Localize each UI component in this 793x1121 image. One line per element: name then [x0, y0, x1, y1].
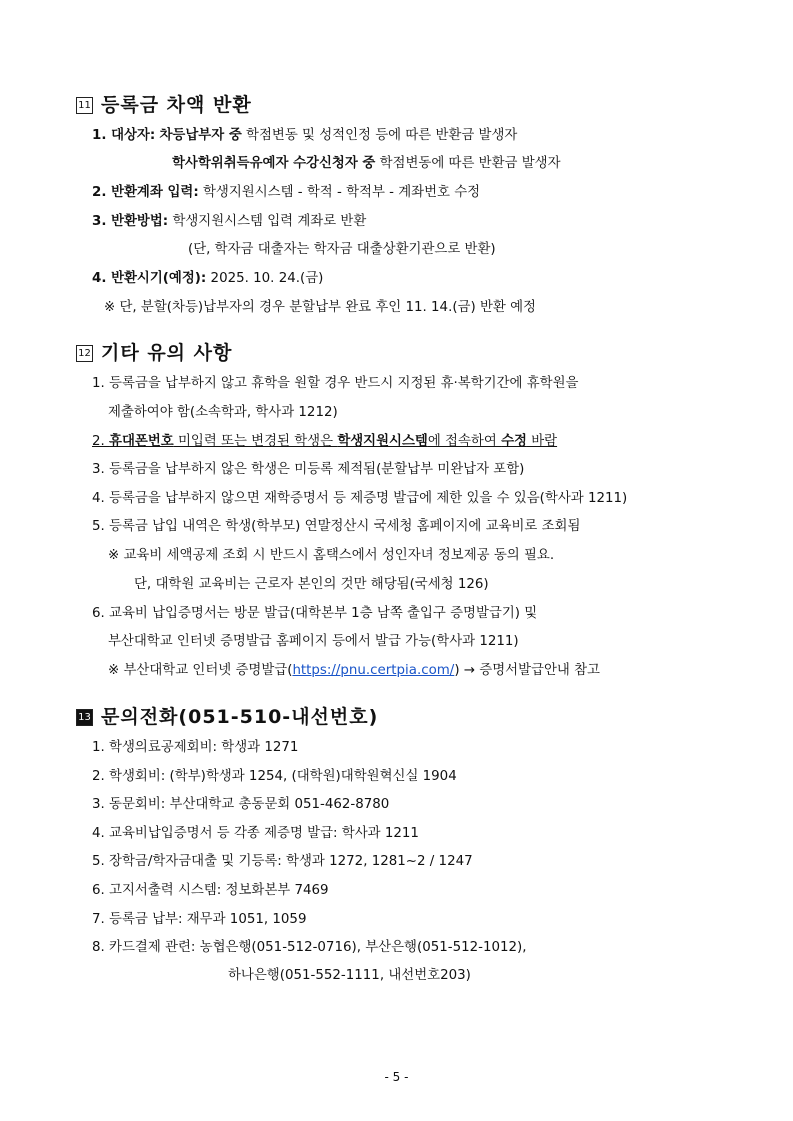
s12-item-1a: 1. 등록금을 납부하지 않고 휴학을 원할 경우 반드시 지정된 휴·복학기간에 휴학원을 — [92, 376, 579, 391]
s12-item-1b: 제출하여야 함(소속학과, 학사과 1212) — [108, 405, 338, 420]
contact-item: 8. 카드결제 관련: 농협은행(051-512-0716), 부산은행(051-512-1012), — [92, 940, 527, 956]
s11-item-4: 4. 반환시기(예정): 2025. 10. 24.(금) — [92, 271, 324, 286]
section-number-box: 12 — [76, 345, 93, 362]
section-title: 문의전화(051-510-내선번호) — [101, 706, 379, 728]
section-13-heading — [76, 704, 378, 730]
s11-item-1: 1. 대상자: 차등납부자 중 학점변동 및 성적인정 등에 따른 반환금 발생자 — [92, 128, 518, 143]
s12-item-5-note-1: ※ 교육비 세액공제 조회 시 반드시 홈택스에서 성인자녀 정보제공 동의 필요. — [108, 548, 555, 563]
section-title: 등록금 차액 반환 — [101, 94, 252, 116]
s11-item-2: 2. 반환계좌 입력: 학생지원시스템 - 학적 - 학적부 - 계좌번호 수정 — [92, 185, 481, 200]
contact-item: 3. 동문회비: 부산대학교 총동문회 051-462-8780 — [92, 797, 390, 813]
section-11-heading — [76, 92, 252, 118]
s11-item-3b: (단, 학자금 대출자는 학자금 대출상환기관으로 반환) — [188, 242, 496, 257]
s12-item-2: 2. 휴대폰번호 미입력 또는 변경된 학생은 학생지원시스템에 접속하여 수정 바람 — [92, 434, 558, 449]
s12-item-6a: 6. 교육비 납입증명서는 방문 발급(대학본부 1층 남쪽 출입구 증명발급기) 및 — [92, 606, 538, 621]
contact-item: 7. 등록금 납부: 재무과 1051, 1059 — [92, 911, 307, 927]
contact-item: 1. 학생의료공제회비: 학생과 1271 — [92, 740, 299, 755]
certpia-link[interactable]: https://pnu.certpia.com/ — [292, 663, 455, 678]
s11-item-1b: 학사학위취득유예자 수강신청자 중 학점변동에 따른 반환금 발생자 — [172, 156, 561, 171]
section-number-box: 13 — [76, 709, 93, 726]
s12-item-4: 4. 등록금을 납부하지 않으면 재학증명서 등 제증명 발급에 제한 있을 수 있음(학사과 1211) — [92, 491, 628, 506]
contact-item: 5. 장학금/학자금대출 및 기등록: 학생과 1272, 1281~2 / 1247 — [92, 854, 473, 870]
s11-note: ※ 단, 분할(차등)납부자의 경우 분할납부 완료 후인 11. 14.(금) 반환 예정 — [104, 300, 536, 315]
s12-item-6-note: ※ 부산대학교 인터넷 증명발급(https://pnu.certpia.com/) → 증명서발급안내 참고 — [108, 663, 600, 678]
contact-item: 4. 교육비납입증명서 등 각종 제증명 발급: 학사과 1211 — [92, 825, 419, 841]
section-title: 기타 유의 사항 — [101, 342, 233, 364]
s12-item-5-note-2: 단, 대학원 교육비는 근로자 본인의 것만 해당됨(국세청 126) — [134, 577, 489, 592]
s12-item-6b: 부산대학교 인터넷 증명발급 홈페이지 등에서 발급 가능(학사과 1211) — [108, 634, 519, 649]
section-number-box: 11 — [76, 97, 93, 114]
s12-item-3: 3. 등록금을 납부하지 않은 학생은 미등록 제적됨(분할납부 미완납자 포함) — [92, 462, 525, 477]
s12-item-5: 5. 등록금 납입 내역은 학생(학부모) 연말정산시 국세청 홈페이지에 교육비로 조회됨 — [92, 519, 581, 534]
section-12-heading — [76, 340, 232, 366]
s13-item-8b: 하나은행(051-552-1111, 내선번호203) — [228, 968, 471, 983]
contact-item: 2. 학생회비: (학부)학생과 1254, (대학원)대학원혁신실 1904 — [92, 768, 457, 784]
page-number: - 5 - — [384, 1070, 409, 1084]
contact-item: 6. 고지서출력 시스템: 정보화본부 7469 — [92, 883, 329, 898]
s11-item-3: 3. 반환방법: 학생지원시스템 입력 계좌로 반환 — [92, 214, 367, 229]
